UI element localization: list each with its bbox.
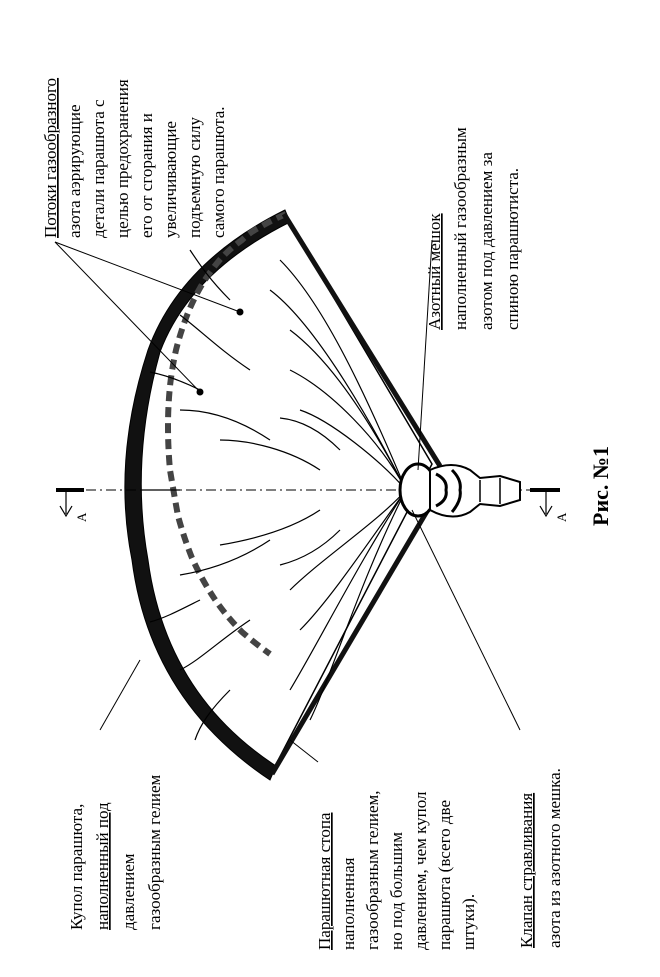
label-nitrogen-flows-line-3: целью предохранения [113,79,132,238]
svg-text:А: А [74,512,89,522]
label-sling-line-3: но под большим [387,832,406,950]
parachutist-body [430,465,520,517]
label-canopy-line-1: наполненный под [93,802,112,930]
label-nitrogen-flows-line-2: детали парашюта с [89,99,108,238]
label-canopy [67,775,164,930]
label-nitrogen-flows-line-4: его от сгорания и [137,113,156,238]
label-sling-line-6: штуки). [459,893,478,950]
label-canopy-line-3: газообразным гелием [145,774,164,930]
svg-text:Рис. №1: Рис. №1 [588,446,613,526]
label-valve-line-1: азота из азотного мешка. [545,768,564,948]
label-nitrogen-flows-line-5: увеличивающие [161,121,180,238]
label-sling-line-2: газообразным гелием, [363,790,382,950]
label-sling-line-5: парашюта (всего две [435,800,454,950]
label-nitrogen-flows-line-0: Потоки газообразного [41,77,60,238]
label-canopy-line-0: Купол парашюта, [67,803,86,930]
parachutist-group [400,464,520,517]
label-nitrogen-bag [425,127,522,330]
svg-text:А: А [554,512,569,522]
figure-caption [588,446,613,526]
axis-marker-top-label [74,512,89,522]
label-nitrogen-flows-line-6: подъемную силу [185,116,204,238]
label-nitrogen-bag-line-1: наполненный газообразным [451,127,470,330]
label-nitrogen-flows [41,78,228,238]
canopy-group [125,210,440,780]
label-nitrogen-bag-line-3: спиною парашютиста. [503,167,522,330]
label-valve [517,768,564,948]
label-nitrogen-bag-line-2: азотом под давлением за [477,152,496,330]
label-nitrogen-bag-line-0: Азотный мешок [425,213,444,330]
label-sling [315,791,478,951]
label-nitrogen-flows-line-1: азота аэрирующие [65,104,84,238]
label-sling-line-4: давлением, чем купол [411,791,430,950]
label-valve-line-0: Клапан стравливания [517,792,536,948]
label-sling-line-0: Парашютная стопа [315,812,334,950]
label-canopy-line-2: давлением [119,853,138,930]
label-nitrogen-flows-line-7: самого парашюта. [209,106,228,238]
label-sling-line-1: наполненная [339,857,358,950]
axis-marker-bottom-label [554,512,569,522]
